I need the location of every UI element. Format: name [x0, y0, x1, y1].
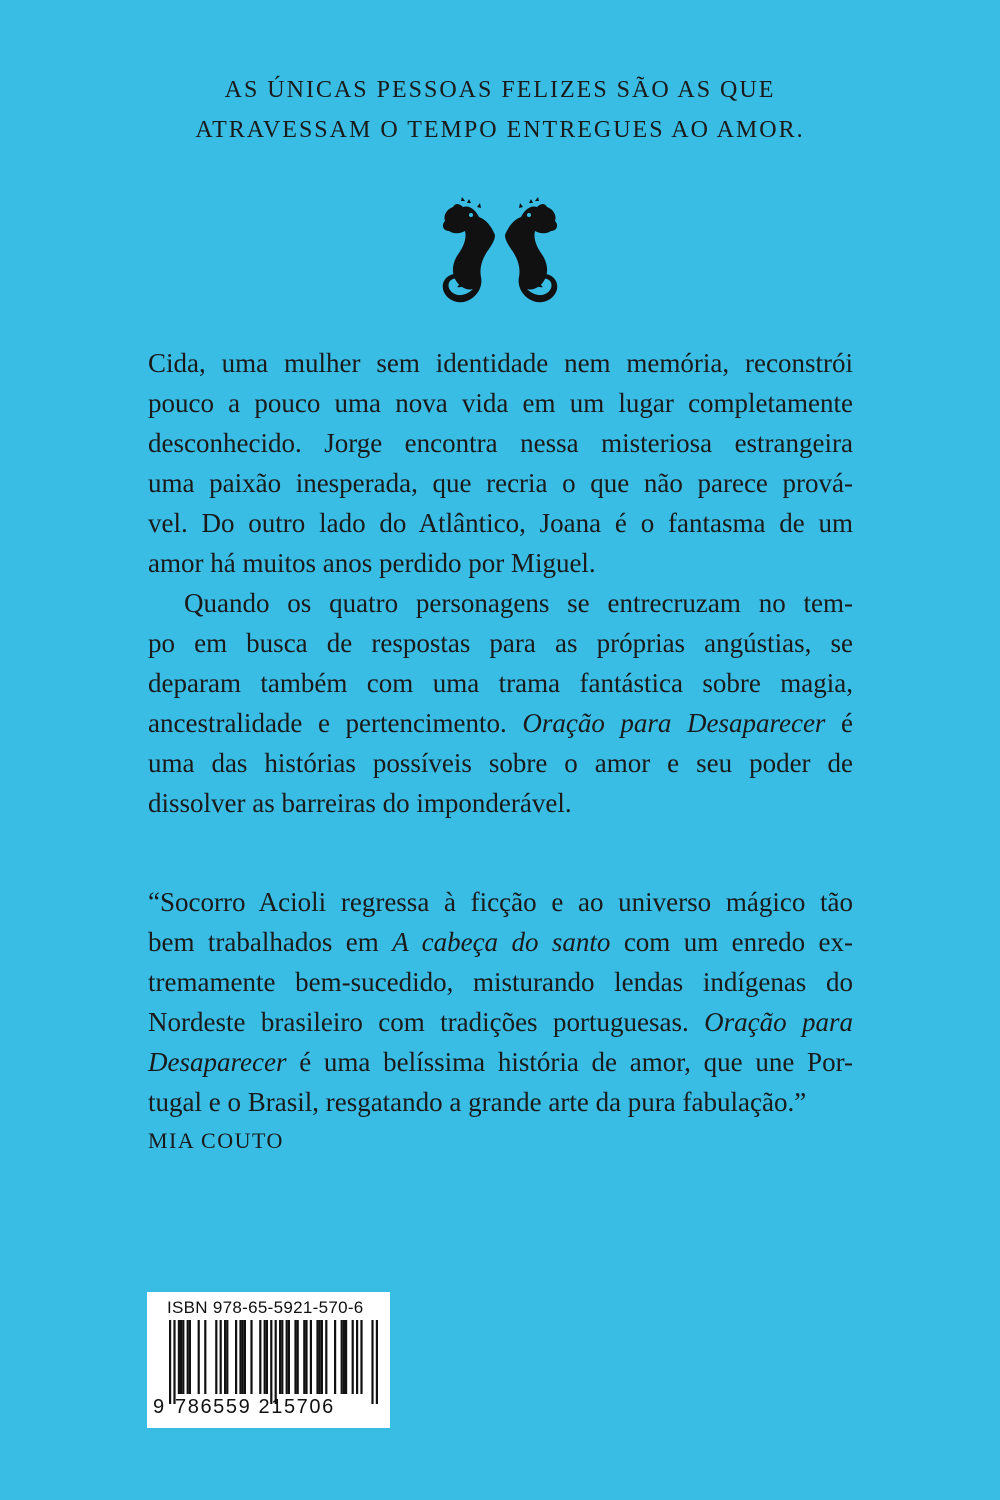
- synopsis-line: desconhecido. Jorge encontra nessa misteriosa estrangeira: [148, 428, 853, 458]
- barcode-bar: [321, 1320, 323, 1394]
- quote-line: tugal e o Brasil, resgatando a grande arte da pura fabulação.”: [148, 1087, 807, 1117]
- barcode-bar: [305, 1320, 307, 1394]
- book-title: A cabeça do santo: [392, 927, 611, 957]
- barcode-bar: [294, 1320, 296, 1394]
- synopsis-line: uma paixão inesperada, que recria o que não parece prová-: [148, 468, 853, 498]
- barcode-bar: [187, 1320, 189, 1394]
- barcode-bar: [270, 1320, 272, 1404]
- book-title: Oração para: [704, 1007, 854, 1037]
- synopsis-line: vel. Do outro lado do Atlântico, Joana é o fantasma de um: [148, 508, 853, 538]
- synopsis-line: amor há muitos anos perdido por Miguel.: [148, 548, 596, 578]
- barcode-bar: [319, 1320, 321, 1394]
- right-seahorse-shape: [505, 204, 557, 302]
- synopsis-line: dissolver as barreiras do imponderável.: [148, 788, 572, 818]
- quote-line: [148, 1042, 853, 1082]
- barcode-bar: [334, 1320, 336, 1394]
- barcode-digit-first: 9: [153, 1396, 165, 1418]
- barcode-bar: [356, 1320, 358, 1394]
- book-title: Desaparecer: [148, 1047, 287, 1077]
- quote-line: “Socorro Acioli regressa à ficção e ao universo mágico tão: [148, 887, 853, 917]
- seahorses-icon: [437, 195, 563, 310]
- barcode-bar: [244, 1320, 246, 1394]
- barcode-bar: [310, 1320, 312, 1394]
- barcode-bar: [264, 1320, 266, 1394]
- quote-line: tremamente bem-sucedido, misturando lendas indígenas do: [148, 967, 853, 997]
- synopsis-line: Cida, uma mulher sem identidade nem memória, reconstrói: [148, 348, 853, 378]
- barcode-bar: [325, 1320, 327, 1394]
- synopsis-paragraph-1: [148, 343, 853, 583]
- synopsis-line: pouco a pouco uma nova vida em um lugar completamente: [148, 388, 853, 418]
- barcode-bar: [343, 1320, 345, 1394]
- barcode-bar: [198, 1320, 200, 1394]
- barcode-digits: 786559 215706: [175, 1396, 335, 1418]
- tagline-line-2: ATRAVESSAM O TEMPO ENTREGUES AO AMOR.: [195, 117, 805, 143]
- barcode-bar: [250, 1320, 252, 1394]
- synopsis: [148, 343, 853, 823]
- quote-author: MIA COUTO: [148, 1128, 284, 1153]
- synopsis-text: ancestralidade e pertencimento.: [148, 708, 507, 738]
- book-title: Oração para Desaparecer: [522, 708, 826, 738]
- barcode-bar: [189, 1320, 191, 1394]
- quote-text: com um enredo ex-: [623, 927, 854, 957]
- quote-text: é uma belíssima história de amor, que une Por-: [299, 1047, 854, 1077]
- barcode-bar: [173, 1320, 175, 1404]
- barcode-bar: [297, 1320, 299, 1394]
- synopsis-line: po em busca de respostas para as próprias angústias, se: [148, 628, 853, 658]
- isbn-barcode: [147, 1292, 390, 1428]
- quote-line: [148, 1002, 853, 1042]
- right-seahorse-eye: [527, 213, 531, 217]
- barcode-bar: [360, 1320, 362, 1394]
- barcode-bar: [226, 1320, 228, 1394]
- barcode-bar: [288, 1320, 290, 1394]
- barcode-bar: [286, 1320, 288, 1394]
- barcode-bar: [266, 1320, 268, 1394]
- barcode-bar: [345, 1320, 347, 1394]
- barcode-bar: [169, 1320, 171, 1404]
- tagline-line-1: AS ÚNICAS PESSOAS FELIZES SÃO AS QUE: [224, 77, 776, 103]
- barcode-bar: [235, 1320, 237, 1394]
- barcode-bar: [371, 1320, 373, 1404]
- barcode-bar: [341, 1320, 343, 1394]
- synopsis-paragraph-2: [148, 583, 853, 823]
- barcode-bar: [239, 1320, 241, 1394]
- barcode-bar: [303, 1320, 305, 1394]
- isbn-label: ISBN 978-65-5921-570-6: [167, 1298, 364, 1317]
- barcode-bar: [178, 1320, 180, 1394]
- synopsis-line: uma das histórias possíveis sobre o amor e seu poder de: [148, 748, 853, 778]
- barcode-bar: [281, 1320, 283, 1394]
- barcode-bar: [204, 1320, 206, 1394]
- left-seahorse-shape: [443, 204, 495, 302]
- quote-text: bem trabalhados em: [148, 927, 379, 957]
- barcode-bar: [220, 1320, 222, 1394]
- blurb-quote: [148, 882, 853, 1158]
- barcode-bar: [224, 1320, 226, 1394]
- synopsis-line: Quando os quatro personagens se entrecruzam no tem-: [184, 588, 853, 618]
- quote-text: Nordeste brasileiro com tradições portuguesas.: [148, 1007, 689, 1037]
- barcode-bar: [259, 1320, 261, 1394]
- barcode-bar: [242, 1320, 244, 1394]
- barcode-bar: [215, 1320, 217, 1394]
- barcode-bar: [275, 1320, 277, 1404]
- synopsis-line: deparam também com uma trama fantástica sobre magia,: [148, 668, 853, 698]
- synopsis-line: [148, 703, 853, 743]
- barcode-bar: [352, 1320, 354, 1394]
- barcode-bar: [279, 1320, 281, 1394]
- barcode-bar: [182, 1320, 184, 1394]
- left-seahorse-eye: [469, 213, 473, 217]
- barcode-bar: [180, 1320, 182, 1394]
- synopsis-text: é: [841, 708, 854, 738]
- barcode-bar: [316, 1320, 318, 1394]
- barcode-bar: [376, 1320, 378, 1404]
- quote-line: [148, 922, 853, 962]
- tagline: [0, 70, 1000, 150]
